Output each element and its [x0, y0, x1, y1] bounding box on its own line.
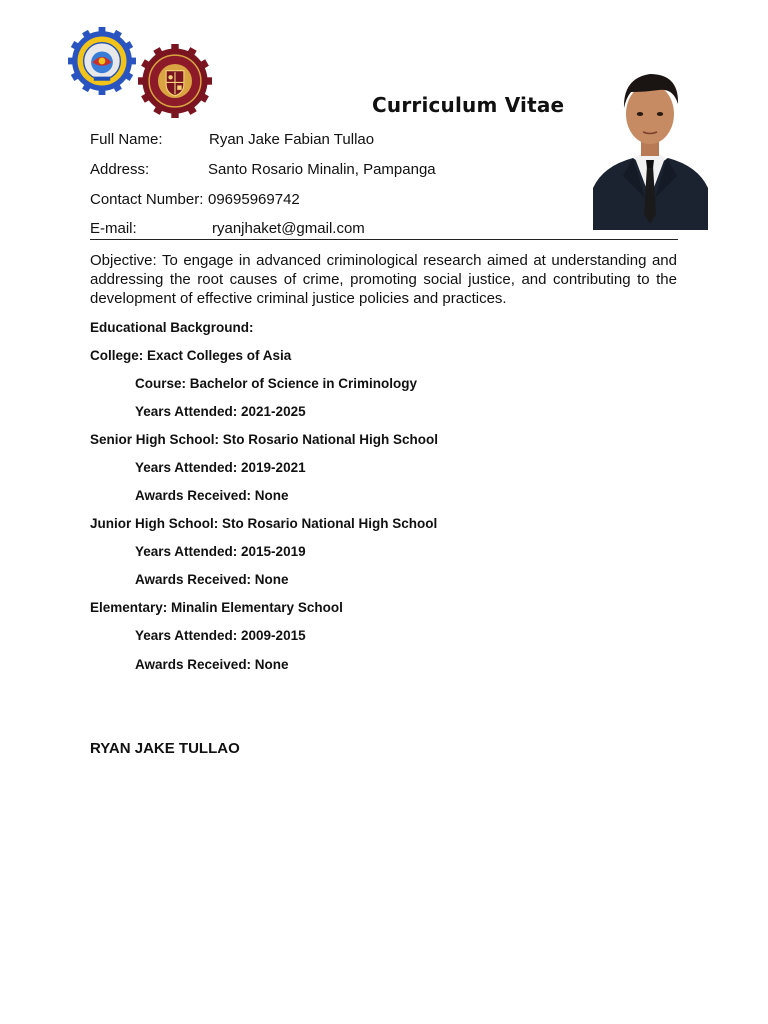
college-line: College: Exact Colleges of Asia: [90, 348, 292, 363]
email-label: E-mail:: [90, 220, 137, 237]
contact-value: 09695969742: [208, 191, 300, 208]
full-name-label: Full Name:: [90, 131, 163, 148]
criminal-justice-college-seal-logo: [138, 44, 212, 118]
school-seal-logo: [68, 27, 136, 95]
elementary-awards-line: Awards Received: None: [135, 657, 289, 672]
shs-line: Senior High School: Sto Rosario National High School: [90, 432, 439, 447]
address-value: Santo Rosario Minalin, Pampanga: [208, 161, 436, 178]
objective-paragraph: Objective: To engage in advanced criminological research aimed at understanding and addressing the root causes of crime, promoting social justice, and contributing to the development of effective criminal justice policies and practices.: [90, 252, 677, 307]
college-course-line: Course: Bachelor of Science in Criminology: [135, 376, 418, 391]
education-heading: Educational Background:: [90, 320, 254, 335]
email-value: ryanjhaket@gmail.com: [212, 220, 365, 237]
jhs-awards-line: Awards Received: None: [135, 572, 289, 587]
elementary-line: Elementary: Minalin Elementary School: [90, 600, 343, 615]
jhs-line: Junior High School: Sto Rosario National High School: [90, 516, 438, 531]
document-title: Curriculum Vitae: [372, 93, 565, 117]
address-label: Address:: [90, 161, 150, 178]
jhs-years-line: Years Attended: 2015-2019: [135, 544, 306, 559]
shs-awards-line: Awards Received: None: [135, 488, 289, 503]
profile-photo: [593, 48, 708, 230]
shs-years-line: Years Attended: 2019-2021: [135, 460, 306, 475]
header-divider: [90, 239, 678, 240]
contact-label: Contact Number:: [90, 191, 204, 208]
college-years-line: Years Attended: 2021-2025: [135, 404, 306, 419]
elementary-years-line: Years Attended: 2009-2015: [135, 628, 306, 643]
signature-name: RYAN JAKE TULLAO: [90, 740, 240, 757]
full-name-value: Ryan Jake Fabian Tullao: [209, 131, 375, 148]
